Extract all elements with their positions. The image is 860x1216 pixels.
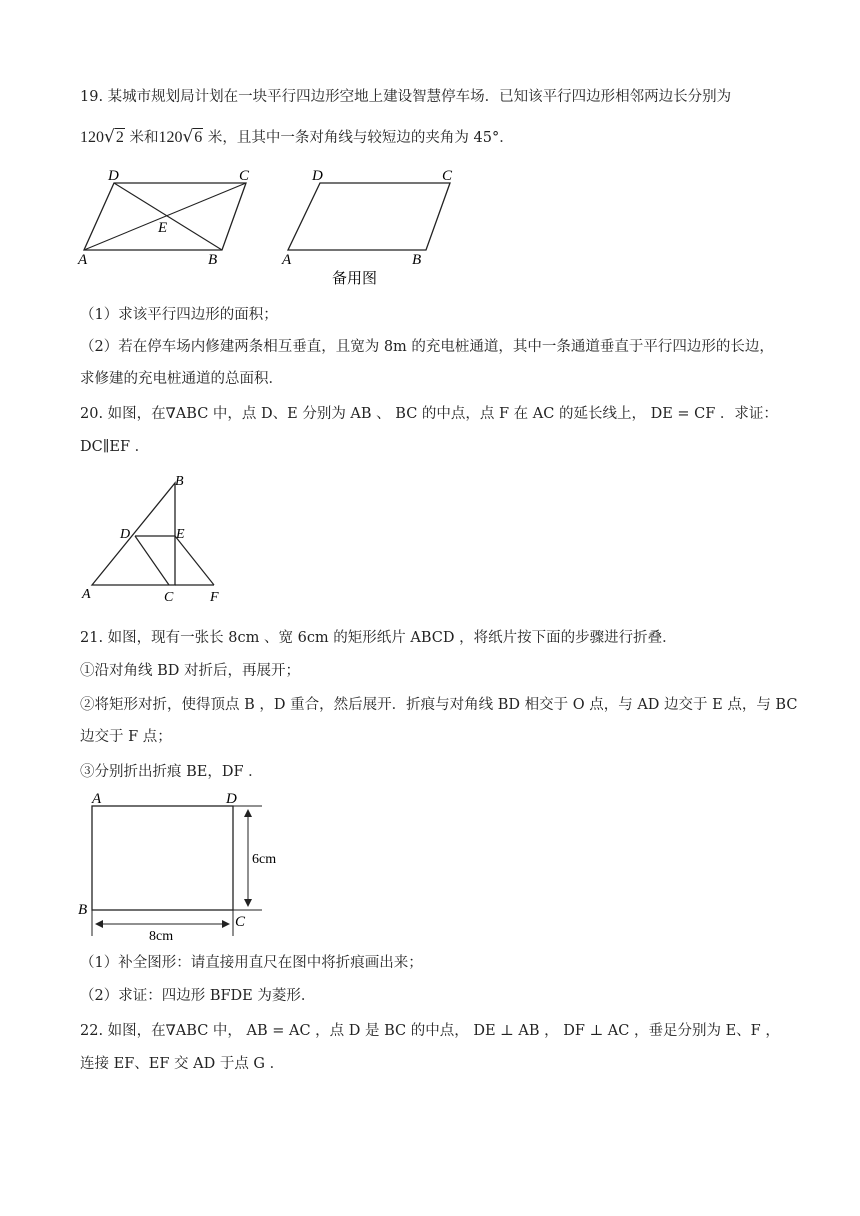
label-d: D <box>312 168 323 184</box>
q22-line2: 连接 EF、EF 交 AD 于点 G ． <box>80 1056 285 1072</box>
label-c: C <box>442 168 453 184</box>
q19-sub2-line2: 求修建的充电桩通道的总面积． <box>80 371 283 387</box>
label-a: A <box>82 587 91 602</box>
triangle-abc <box>92 483 175 585</box>
q21-line1: 21. 如图，现有一张长 8cm 、宽 6cm 的矩形纸片 ABCD ，将纸片按下面的步骤进行折叠． <box>80 630 677 646</box>
label-f: F <box>210 590 219 605</box>
label-height: 6cm <box>252 852 277 867</box>
label-c: C <box>239 168 250 184</box>
label-e: E <box>158 220 168 236</box>
sqrt2-radical: √2 <box>104 127 124 147</box>
label-d: D <box>120 527 131 542</box>
diagonal-ca <box>84 183 246 250</box>
label-c: C <box>235 914 246 930</box>
len2-coef: 120 <box>158 129 183 146</box>
spare-parallelogram <box>288 183 450 250</box>
label-a: A <box>78 252 88 268</box>
q21-step1: ①沿对角线 BD 对折后，再展开； <box>80 663 300 679</box>
q19-figure-spare <box>280 168 480 288</box>
q19-sub2-line1: （2）若在停车场内修建两条相互垂直，且宽为 8m 的充电桩通道，其中一条通道垂直于平行四边形的长边， <box>80 339 774 355</box>
q19-line1: 19. 某城市规划局计划在一块平行四边形空地上建设智慧停车场．已知该平行四边形相邻两边长分别为 <box>80 89 732 105</box>
len1-coef: 120 <box>80 129 104 146</box>
label-e: E <box>176 527 185 542</box>
sqrt6-radical: √6 <box>182 127 203 147</box>
label-d: D <box>108 168 119 184</box>
label-b: B <box>208 252 218 268</box>
q21-step2-line1: ②将矩形对折，使得顶点 B ，D 重合，然后展开．折痕与对角线 BD 相交于 O 点，与 AD 边交于 E 点，与 BC <box>80 697 798 713</box>
q20-line2: DC∥EF ． <box>80 439 150 455</box>
segment-dc <box>135 536 169 585</box>
q20-line1: 20. 如图，在∇ABC 中，点 D、E 分别为 AB 、 BC 的中点，点 F 在 AC 的延长线上， DE = CF ．求证： <box>80 406 778 422</box>
q21-step3: ③分别折出折痕 BE，DF ． <box>80 764 263 780</box>
label-b: B <box>412 252 422 268</box>
label-b: B <box>78 902 88 918</box>
mid-text: 米和 <box>129 130 159 146</box>
label-d: D <box>226 791 237 807</box>
diagonal-db <box>114 183 222 250</box>
label-c: C <box>164 590 174 605</box>
q19-sub1: （1）求该平行四边形的面积； <box>80 307 278 323</box>
q21-figure-rectangle <box>76 790 277 944</box>
q21-sub1: （1）补全图形：请直接用直尺在图中将折痕画出来； <box>80 955 423 971</box>
q21-sub2: （2）求证：四边形 BFDE 为菱形． <box>80 988 316 1004</box>
rectangle-abcd <box>92 806 233 910</box>
q22-line1: 22. 如图，在∇ABC 中， AB = AC ，点 D 是 BC 的中点， DE ⊥ AB ， DF ⊥ AC ，垂足分别为 E、F ， <box>80 1023 780 1039</box>
q19-figure-parallelogram <box>76 168 276 268</box>
q21-step2-line2: 边交于 F 点； <box>80 729 172 745</box>
label-width: 8cm <box>149 929 174 944</box>
segment-ef <box>175 536 214 585</box>
q20-figure-triangle <box>80 475 230 605</box>
spare-caption: 备用图 <box>332 271 378 287</box>
q19-line2 <box>80 126 514 149</box>
label-a: A <box>92 791 102 807</box>
q19-line2-tail: 米，且其中一条对角线与较短边的夹角为 45°． <box>207 130 514 146</box>
len2-radicand: 6 <box>194 129 203 146</box>
label-b: B <box>175 474 184 489</box>
len1-radicand: 2 <box>115 129 124 146</box>
label-a: A <box>282 252 292 268</box>
